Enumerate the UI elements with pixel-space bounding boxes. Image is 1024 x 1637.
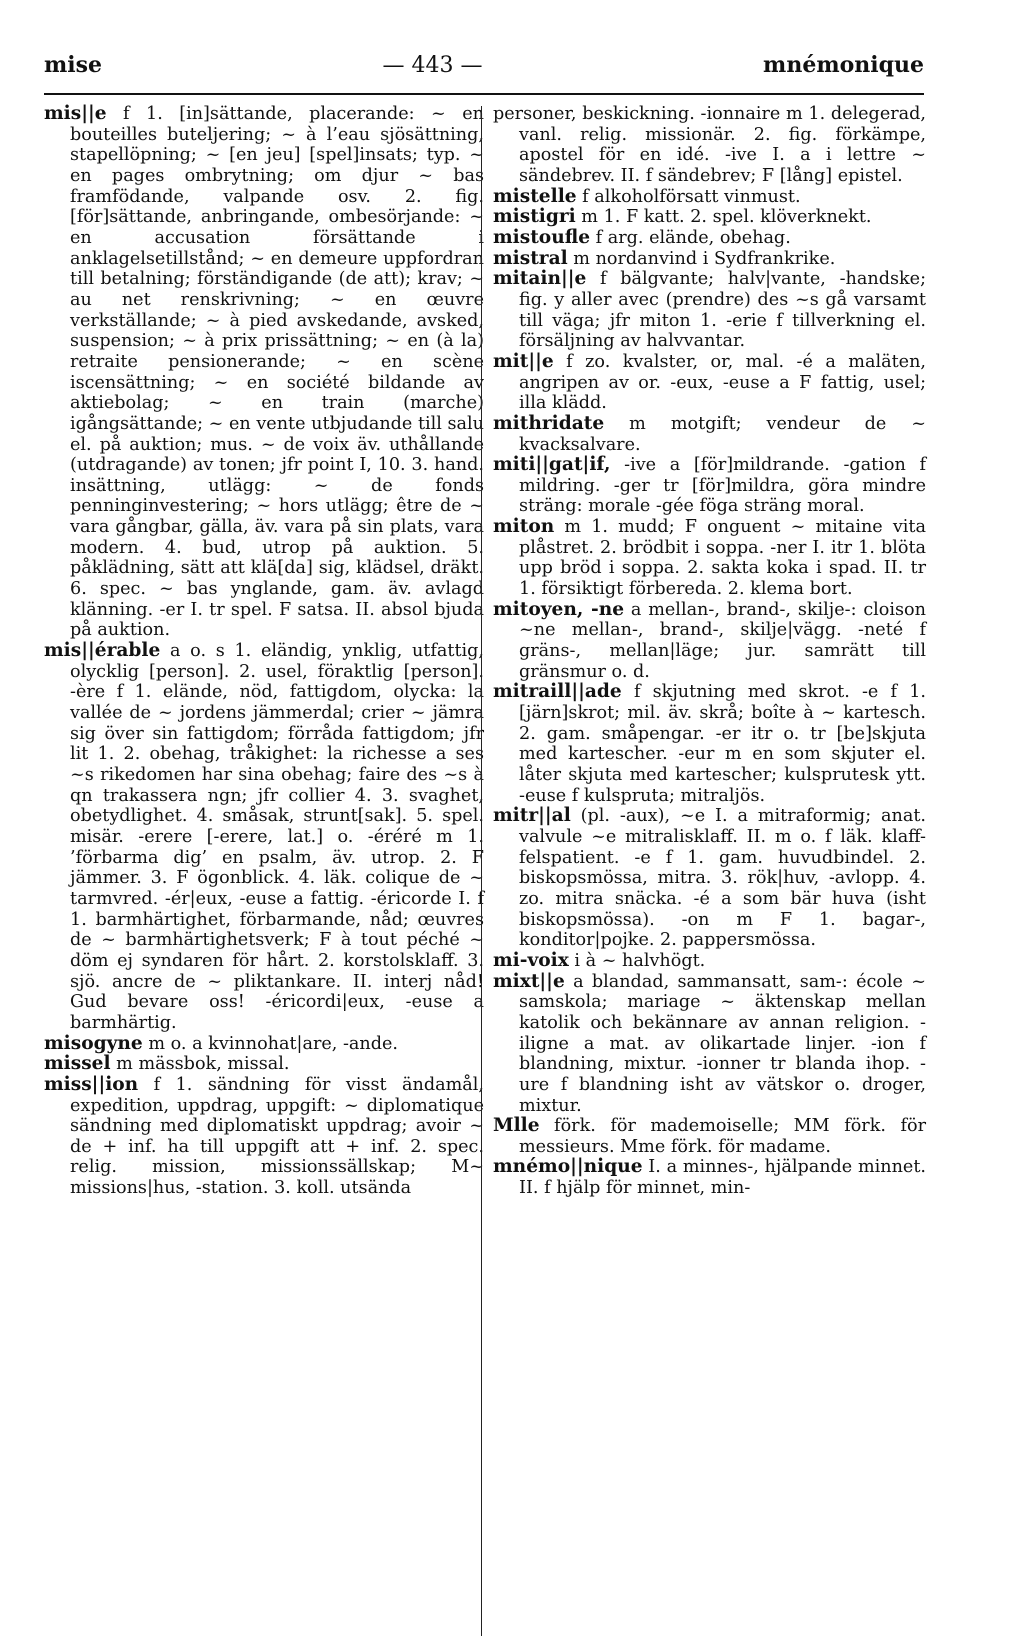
entry-text: m nordanvind i Sydfrankrike. bbox=[567, 248, 836, 269]
entry-text: f skjutning med skrot. -e f 1. [järn]skrot; mil. äv. skrå; boîte à ~ kartesch. 2. gam. småpengar. -er itr o. tr [be]skjuta med kartescher. -eur m en som skjuter el. låter skjuta med kartescher; kulsprutesk ytt. -euse f kulspruta; mitraljös. bbox=[519, 682, 926, 806]
entry-headword: mis||e bbox=[44, 103, 107, 124]
dictionary-entry bbox=[44, 104, 484, 641]
dictionary-entry bbox=[493, 1157, 926, 1198]
page-number: — 443 — bbox=[382, 52, 483, 78]
entry-headword: mis||érable bbox=[44, 640, 161, 662]
dictionary-entry bbox=[493, 1116, 926, 1157]
dictionary-entry bbox=[44, 1034, 484, 1055]
dictionary-entry bbox=[493, 806, 926, 951]
entry-text: f 1. sändning för visst ändamål, expedition, uppdrag, uppgift: ~ diplomatique sändning med diplomatiskt uppdrag; avoir ~ de + inf. ha till uppgift att + inf. 2. spec. relig. mission, missionssällskap; M~ missions|hus, -station. 3. koll. utsända bbox=[70, 1074, 484, 1199]
entry-text: personer, beskickning. -ionnaire m 1. delegerad, vanl. relig. missionär. 2. fig. förkämpe, apostel för en idé. -ive I. a i lettre ~ sändebrev. II. f sändebrev; F [lång] epistel. bbox=[493, 104, 926, 186]
entry-text: f arg. elände, obehag. bbox=[590, 227, 791, 248]
entry-text: -ive a [för]mildrande. -gation f mildring. -ger tr [för]mildra, göra mindre sträng: morale -gée föga sträng moral. bbox=[519, 455, 926, 517]
dictionary-entry bbox=[493, 600, 926, 683]
entry-headword: miss||ion bbox=[44, 1073, 139, 1095]
dictionary-entry bbox=[493, 249, 926, 270]
entry-headword: Mlle bbox=[493, 1115, 540, 1137]
dictionary-entry bbox=[44, 641, 484, 1033]
entry-text: I. a minnes-, hjälpande minnet. II. f hjälp för minnet, min- bbox=[519, 1157, 926, 1199]
entry-headword: missel bbox=[44, 1053, 111, 1075]
entry-headword: mithridate bbox=[493, 412, 605, 434]
entry-headword: mistoufle bbox=[493, 226, 591, 248]
entry-text: i à ~ halvhögt. bbox=[568, 950, 706, 971]
dictionary-entry bbox=[493, 414, 926, 455]
entry-text: m 1. F katt. 2. spel. klöverknekt. bbox=[575, 207, 872, 228]
entry-text: a o. s 1. eländig, ynklig, utfattig, olycklig [person]. 2. usel, föraktlig [person]. -ère f 1. elände, nöd, fattigdom, olycka: la vallée de ~ jordens jämmerdal; crier ~ jämra sig över sin fattigdom; förråda fattigdom; jfr lit 1. 2. obehag, tråkighet: la richesse a ses ~s rikedomen har sina obehag; faire des ~s à qn trakassera ngn; jfr collier 4. 3. svaghet, obetydlighet. 4. småsak, strunt[sak]. 5. spel. misär. -erere [-erere, lat.] o. -éréré m 1. ’förbarma dig’ en psalm, äv. utrop. 2. F jämmer. 3. F ögonblick. 4. läk. colique de ~ tarmvred. -ér|eux, -euse a fattig. -éricorde I. f 1. barmhärtighet, förbarmande, nåd; œuvres de ~ barmhärtighetsverk; F à tout péché ~ döm ej syndaren för hårt. 2. korstolsklaff. 3. sjö. ancre de ~ pliktankare. II. interj nåd! Gud bevare oss! -éricordi|eux, -euse a barmhärtig. bbox=[70, 641, 484, 1033]
entry-headword: mitoyen, -ne bbox=[493, 598, 625, 620]
header-left-word: mise bbox=[44, 52, 103, 78]
entry-text: f alkoholförsatt vinmust. bbox=[576, 186, 801, 207]
entry-headword: mit||e bbox=[493, 350, 554, 372]
entry-headword: misogyne bbox=[44, 1032, 143, 1054]
dictionary-entry bbox=[493, 187, 926, 208]
entry-text: a mellan-, brand-, skilje-: cloison ~ne mellan-, brand-, skilje|vägg. -neté f gräns-, mellan|läge; jur. samrätt till gränsmur o. d. bbox=[519, 599, 926, 682]
entry-text: a blandad, sammansatt, sam-: école ~ samskola; mariage ~ äktenskap mellan katolik och bekännare av annan religion. -iligne a mat. av olikartade linjer. -ion f blandning, mixtur. -ionner tr blanda ihop. -ure f blandning isht av vätskor o. droger, mixtur. bbox=[519, 971, 926, 1116]
entry-text: f zo. kvalster, or, mal. -é a maläten, angripen av or. -eux, -euse a F fattig, usel; illa klädd. bbox=[519, 351, 926, 414]
dictionary-entry bbox=[493, 455, 926, 517]
entry-headword: mi-voix bbox=[493, 949, 569, 971]
entry-headword: mitr||al bbox=[493, 805, 571, 827]
dictionary-entry bbox=[493, 228, 926, 249]
dictionary-entry bbox=[493, 682, 926, 806]
entry-text: m o. a kvinnohat|are, -ande. bbox=[142, 1033, 399, 1054]
entry-headword: miti||gat|if, bbox=[493, 454, 611, 476]
entry-headword: mitraill||ade bbox=[493, 681, 622, 703]
dictionary-entry bbox=[493, 269, 926, 352]
dictionary-entry bbox=[493, 951, 926, 972]
entry-headword: mnémo||nique bbox=[493, 1156, 643, 1178]
dictionary-entry bbox=[493, 517, 926, 600]
header-right-word: mnémonique bbox=[763, 52, 924, 78]
page-header bbox=[44, 48, 924, 82]
entry-headword: mistral bbox=[493, 247, 568, 269]
header-rule bbox=[44, 93, 924, 95]
dictionary-entry bbox=[44, 1075, 484, 1199]
right-column bbox=[493, 104, 926, 1199]
entry-text: f 1. [in]sättande, placerande: ~ en bouteilles buteljering; ~ à l’eau sjösättning, stapellöpning; ~ [en jeu] [spel]insats; typ. ~ en pages ombrytning; om djur ~ bas framfödande, valpande osv. 2. fig. [för]sättande, anbringande, ombesörjande: ~ en accusation försättande i anklagelsetillstånd; ~ en demeure uppfordran till betalning; förständigande (de att); krav; ~ au net renskrivning; ~ en œuvre verkställande; ~ à pied avskedande, avsked, suspension; ~ à prix prissättning; ~ en (à la) retraite pensionerande; ~ en scène iscensättning; ~ en société bildande av aktiebolag; ~ en train (marche) igångsättande; ~ en vente utbjudande till salu el. på auktion; mus. ~ de voix äv. uthållande (utdragande) av tonen; jfr point I, 10. 3. hand. insättning, utlägg: ~ de fonds penninginvestering; ~ hors utlägg; être de ~ vara gångbar, gälla, äv. vara på sin plats, vara modern. 4. bud, utrop på auktion. 5. påklädning, sätt att klä[da] sig, klädsel, dräkt. 6. spec. ~ bas ynglande, gam. äv. avlagd klänning. -er I. tr spel. F satsa. II. absol bjuda på auktion. bbox=[70, 104, 484, 641]
column-divider bbox=[481, 106, 482, 1636]
entry-text: (pl. -aux), ~e I. a mitraformig; anat. valvule ~e mitralisklaff. II. m o. f läk. klaff-felspatient. -e f 1. gam. huvudbindel. 2. biskopsmössa, mitra. 3. rök|huv, -avlopp. 4. zo. mitra snäcka. -é a som bär huva (isht biskopsmössa). -on m F 1. bagar-, konditor|pojke. 2. pappersmössa. bbox=[519, 806, 926, 951]
dictionary-entry bbox=[493, 104, 926, 187]
entry-text: förk. för mademoiselle; MM förk. för messieurs. Mme förk. för madame. bbox=[519, 1116, 926, 1157]
entry-headword: miton bbox=[493, 516, 555, 538]
entry-headword: mitain||e bbox=[493, 268, 587, 290]
entry-text: m mässbok, missal. bbox=[110, 1054, 290, 1075]
entry-headword: mistelle bbox=[493, 185, 577, 207]
left-column bbox=[44, 104, 484, 1199]
dictionary-entry bbox=[493, 207, 926, 228]
dictionary-entry bbox=[493, 352, 926, 414]
entry-text: m 1. mudd; F onguent ~ mitaine vita plåstret. 2. brödbit i soppa. -ner I. itr 1. blöta upp bröd i soppa. 2. sakta koka i spad. II. tr 1. försiktigt förbereda. 2. klema bort. bbox=[519, 517, 926, 600]
entry-text: f bälgvante; halv|vante, -handske; fig. y aller avec (prendre) des ~s gå varsamt till väga; jfr miton 1. -erie f tillverkning el. försäljning av halvvantar. bbox=[519, 269, 926, 352]
dictionary-entry bbox=[44, 1054, 484, 1075]
entry-headword: mixt||e bbox=[493, 970, 565, 992]
entry-text: m motgift; vendeur de ~ kvacksalvare. bbox=[519, 413, 926, 455]
entry-headword: mistigri bbox=[493, 206, 576, 228]
dictionary-entry bbox=[493, 972, 926, 1117]
